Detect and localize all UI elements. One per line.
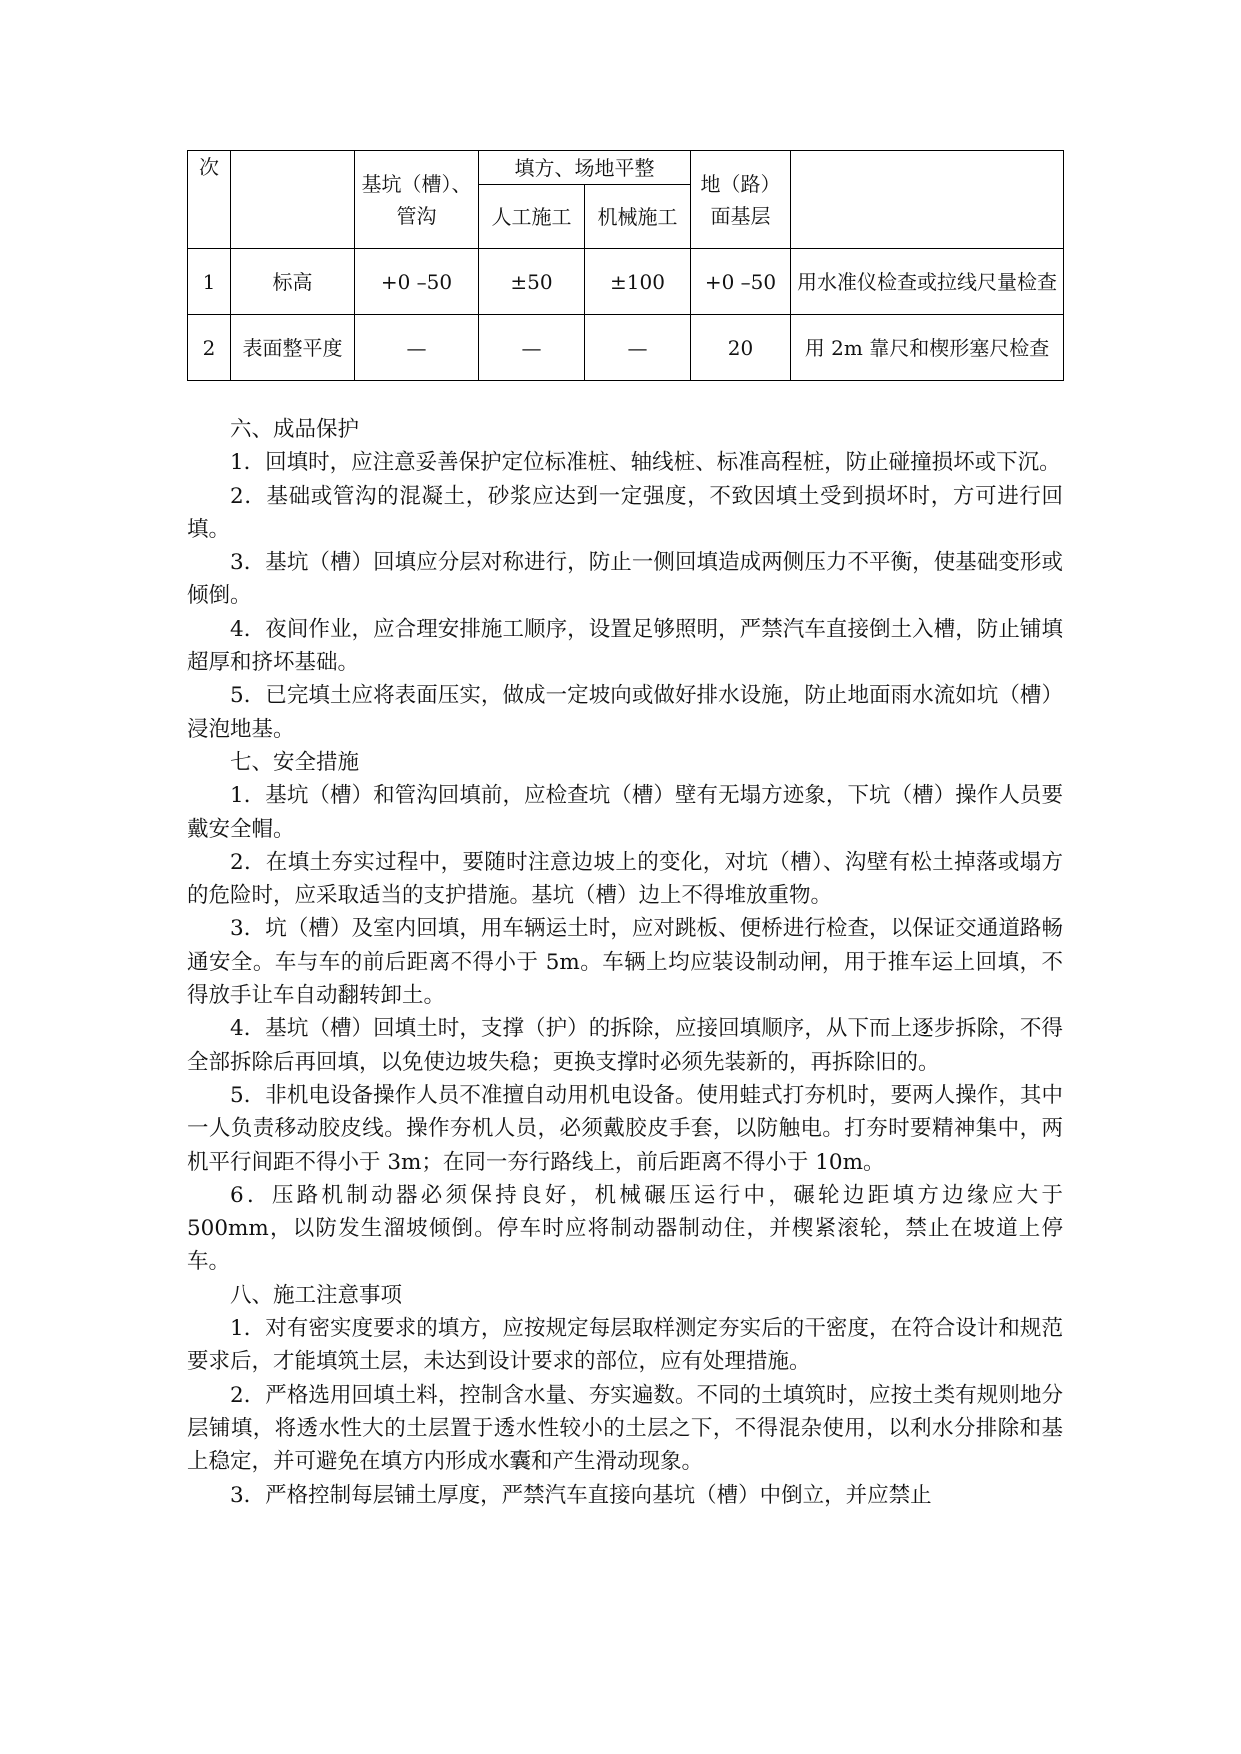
paragraph: 1．回填时，应注意妥善保护定位标准桩、轴线桩、标准高程桩，防止碰撞损坏或下沉。 xyxy=(230,450,1061,476)
row-pit-cell: — xyxy=(355,315,479,381)
row-machine-cell: — xyxy=(585,315,691,381)
header-fill-machine-cell: 机械施工 xyxy=(585,185,691,249)
paragraph: 2．在填土夯实过程中，要随时注意边坡上的变化，对坑（槽）、沟壁有松土掉落或塌方的危险时，应采取适当的支护措施。基坑（槽）边上不得堆放重物。 xyxy=(187,849,1063,909)
table-row xyxy=(188,315,1064,381)
header-index-cell: 次 xyxy=(188,151,231,249)
paragraph: 1．对有密实度要求的填方，应按规定每层取样测定夯实后的干密度，在符合设计和规范要求后，才能填筑土层，未达到设计要求的部位，应有处理措施。 xyxy=(187,1316,1063,1375)
paragraph: 4．夜间作业，应合理安排施工顺序，设置足够照明，严禁汽车直接倒土入槽，防止铺填超厚和挤坏基础。 xyxy=(187,616,1063,676)
paragraph: 1．基坑（槽）和管沟回填前，应检查坑（槽）壁有无塌方迹象，下坑（槽）操作人员要戴安全帽。 xyxy=(187,783,1063,842)
row-pit-cell: +0 –50 xyxy=(355,249,479,315)
header-road-cell: 地（路）面基层 xyxy=(691,151,791,249)
paragraph: 2．严格选用回填土料，控制含水量、夯实遍数。不同的土填筑时，应按土类有规则地分层铺填，将透水性大的土层置于透水性较小的土层之下，不得混杂使用，以利水分排除和基上稳定，并可避免在填方内形成水囊和产生滑动现象。 xyxy=(187,1382,1063,1475)
paragraph: 5．已完填土应将表面压实，做成一定坡向或做好排水设施，防止地面雨水流如坑（槽）浸泡地基。 xyxy=(187,683,1063,742)
row-index-cell: 1 xyxy=(188,249,231,315)
paragraph: 2．基础或管沟的混凝土，砂浆应达到一定强度，不致因填土受到损坏时，方可进行回填。 xyxy=(187,483,1063,542)
section-heading-protection: 六、成品保护 xyxy=(230,417,360,442)
section-heading-safety: 七、安全措施 xyxy=(230,749,360,775)
paragraph: 3．基坑（槽）回填应分层对称进行，防止一侧回填造成两侧压力不平衡，使基础变形或倾倒。 xyxy=(187,550,1063,609)
row-machine-cell: ±100 xyxy=(585,249,691,315)
row-index-cell: 2 xyxy=(188,315,231,381)
row-item-cell: 表面整平度 xyxy=(231,315,355,381)
paragraph: 3．严格控制每层铺土厚度，严禁汽车直接向基坑（槽）中倒立，并应禁止 xyxy=(230,1482,932,1508)
table-header-row xyxy=(188,151,1064,185)
section-heading-notes: 八、施工注意事项 xyxy=(230,1282,403,1308)
paragraph: 6．压路机制动器必须保持良好，机械碾压运行中，碾轮边距填方边缘应大于 500mm，以防发生溜坡倾倒。停车时应将制动器制动住，并楔紧滚轮，禁止在坡道上停车。 xyxy=(187,1182,1063,1275)
body-text xyxy=(187,413,1063,1512)
row-method-cell: 用 2m 靠尺和楔形塞尺检查 xyxy=(791,315,1064,381)
header-fill-manual-cell: 人工施工 xyxy=(479,185,585,249)
tolerance-table xyxy=(187,150,1064,381)
table-row xyxy=(188,249,1064,315)
paragraph: 4．基坑（槽）回填土时，支撑（护）的拆除，应接回填顺序，从下而上逐步拆除，不得全部拆除后再回填，以免使边坡失稳；更换支撑时必须先装新的，再拆除旧的。 xyxy=(187,1016,1063,1075)
header-method-cell xyxy=(791,151,1064,249)
paragraph: 5．非机电设备操作人员不准擅自动用机电设备。使用蛙式打夯机时，要两人操作，其中一人负责移动胶皮线。操作夯机人员，必须戴胶皮手套，以防触电。打夯时要精神集中，两机平行间距不得小于 3m；在同一夯行路线上，前后距离不得小于 10m。 xyxy=(187,1082,1063,1175)
row-manual-cell: — xyxy=(479,315,585,381)
header-fill-cell: 填方、场地平整 xyxy=(479,151,691,185)
header-pit-cell: 基坑（槽）、管沟 xyxy=(355,151,479,249)
row-road-cell: 20 xyxy=(691,315,791,381)
row-road-cell: +0 –50 xyxy=(691,249,791,315)
row-manual-cell: ±50 xyxy=(479,249,585,315)
header-item-cell xyxy=(231,151,355,249)
row-item-cell: 标高 xyxy=(231,249,355,315)
paragraph: 3．坑（槽）及室内回填，用车辆运土时，应对跳板、便桥进行检查，以保证交通道路畅通安全。车与车的前后距离不得小于 5m。车辆上均应装设制动闸，用于推车运上回填，不得放手让车自动翻转卸土。 xyxy=(187,916,1063,1009)
row-method-cell: 用水准仪检查或拉线尺量检查 xyxy=(791,249,1064,315)
